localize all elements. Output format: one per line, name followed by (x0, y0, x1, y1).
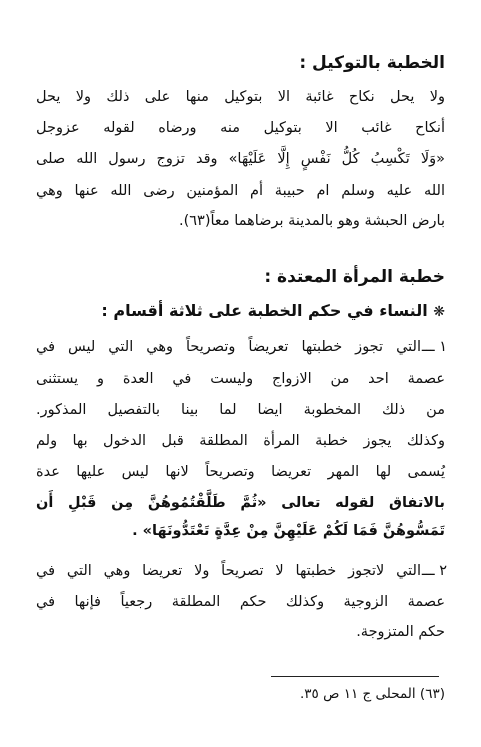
paragraph-line: حكم المتزوجة. (356, 624, 445, 640)
section-heading-waiting-woman: خطبة المرأة المعتدة : (264, 267, 445, 287)
paragraph-line: التي تجوز خطبتها تعريضاً وتصريحاً وهي التي ليس في (36, 339, 421, 355)
item-number: ٢ ـــ (421, 563, 447, 579)
paragraph-line: أنكاح غائب الا بتوكيل منه ورضاه لقوله عزوجل (36, 120, 445, 136)
section-heading-proxy-engagement: الخطبة بالتوكيل : (299, 53, 445, 73)
footnote-separator (271, 676, 439, 677)
subheading-three-categories (30, 300, 445, 323)
paragraph-line-quran-quote: تَمَسُّوهُنَّ فَمَا لَكُمْ عَلَيْهِنَّ مِنْ عِدَّةٍ تَعْتَدُّونَهَا» . (132, 523, 445, 539)
item-number: ١ ـــ (421, 339, 447, 355)
paragraph-line-quran-quote: بالاتفاق لقوله تعالى «ثُمَّ طَلَّقْتُمُوهُنَّ مِن قَبْلِ أَن (36, 495, 445, 511)
subheading-text: النساء في حكم الخطبة على ثلاثة أقسام : (101, 301, 428, 320)
paragraph-line: التي لاتجوز خطبتها لا تصريحاً ولا تعريضا وهي التي في (36, 563, 421, 579)
paragraph-line: ولا يحل نكاح غائبة الا بتوكيل منها على ذلك ولا يحل (36, 89, 445, 105)
paragraph-line: عصمة الزوجية وكذلك حكم المطلقة رجعياً فإنها في (36, 594, 445, 610)
paragraph-line: الله عليه وسلم ام حبيبة أم المؤمنين رضى الله عنها وهي (36, 183, 445, 199)
paragraph-line-quran-quote: «وَلَا تَكْسِبُ كُلُّ نَفْسٍ إِلَّا عَلَيْهَا» وقد تزوج رسول الله صلى (36, 151, 445, 167)
paragraph-line: يُسمى لها المهر تعريضا وتصريحاً لانها ليس عليها عدة (36, 464, 445, 480)
star-bullet-icon: ❋ (433, 304, 445, 320)
paragraph-line: عصمة احد من الازواج وليست في العدة و يستثنى (36, 371, 445, 387)
paragraph-line: بارض الحبشة وهو بالمدينة برضاهما معاً(٦٣). (178, 213, 445, 229)
footnote: (٦٣) المحلى ج ١١ ص ٣٥. (300, 686, 445, 702)
paragraph-line: من ذلك المخطوبة ايضا لما بينا بالتفصيل المذكور. (36, 402, 445, 418)
paragraph-line: وكذلك يجوز خطبة المرأة المطلقة قبل الدخول بها ولم (36, 433, 445, 449)
